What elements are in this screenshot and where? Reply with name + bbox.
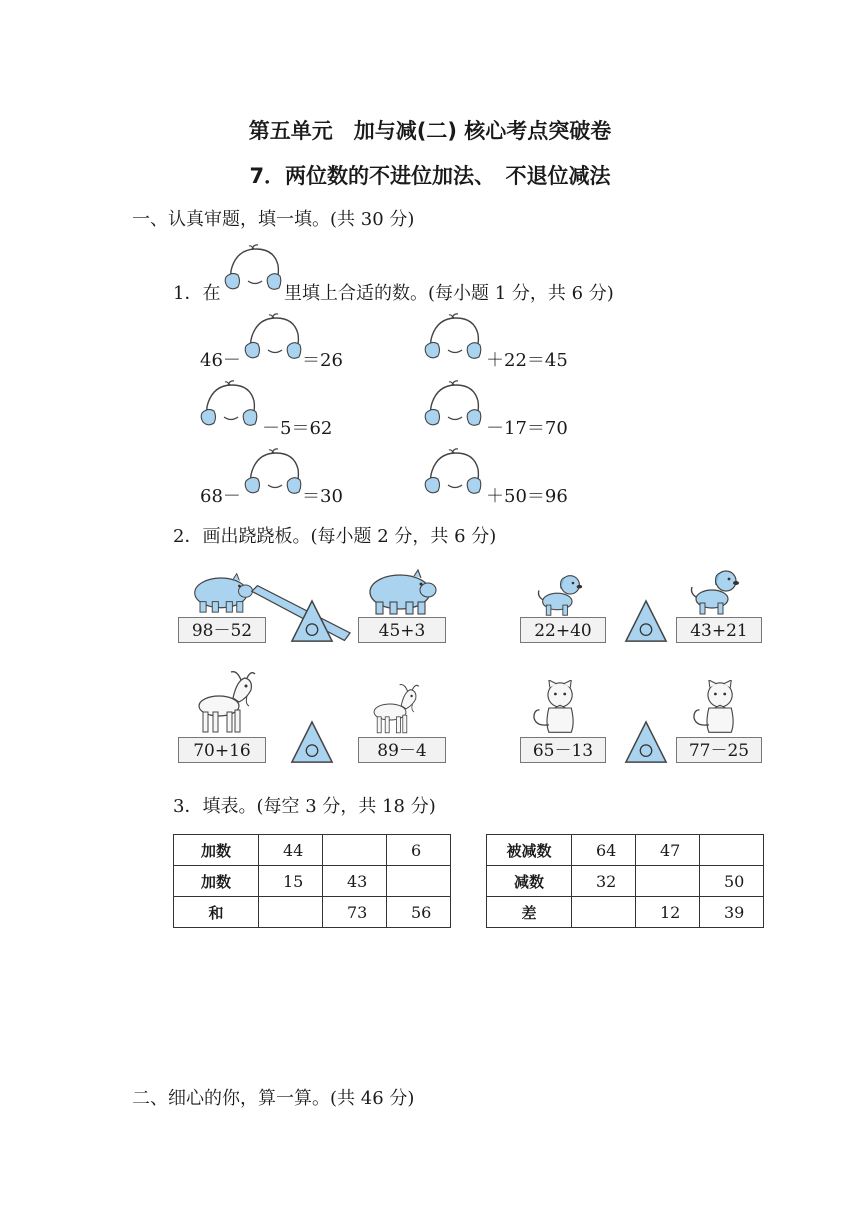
table-cell[interactable]: 47 (636, 835, 700, 866)
expression-box: 89－4 (358, 737, 446, 763)
table-cell[interactable]: 50 (700, 866, 764, 897)
seesaw-triangle-icon[interactable] (290, 720, 334, 764)
answer-blank-2[interactable] (424, 312, 482, 366)
table-cell[interactable] (636, 866, 700, 897)
expression-box: 22+40 (520, 617, 606, 643)
section2-heading: 二、细心的你，算一算。(共 46 分) (132, 1088, 415, 1109)
answer-blank-3[interactable] (200, 379, 258, 433)
table-cell[interactable]: 43 (323, 866, 387, 897)
expression-box: 77－25 (676, 737, 762, 763)
equation-right: ＋22＝45 (486, 350, 568, 371)
cat-icon (528, 680, 594, 736)
table-cell[interactable] (572, 897, 636, 928)
subtraction-table (486, 834, 764, 928)
equation-right: ＝30 (302, 486, 343, 507)
q1-instruction: 里填上合适的数。(每小题 1 分，共 6 分) (284, 283, 614, 304)
baby-blank-icon (224, 243, 282, 297)
addition-table (173, 834, 451, 928)
row-header: 被减数 (487, 835, 572, 866)
expression-box: 98－52 (178, 617, 266, 643)
table-cell[interactable]: 6 (387, 835, 451, 866)
table-row (174, 897, 451, 928)
equation-left: 46－ (200, 350, 241, 371)
equation-right: ＝26 (302, 350, 343, 371)
table-cell[interactable]: 12 (636, 897, 700, 928)
equation-right: －17＝70 (486, 418, 568, 439)
table-row (487, 897, 764, 928)
goat-icon (188, 666, 260, 736)
section1-heading: 一、认真审题，填一填。(共 30 分) (132, 209, 415, 230)
cat-icon (688, 680, 754, 736)
table-cell[interactable]: 64 (572, 835, 636, 866)
dog-icon (532, 572, 590, 618)
goat-icon (366, 680, 422, 736)
row-header: 加数 (174, 866, 259, 897)
row-header: 减数 (487, 866, 572, 897)
equation-left: 68－ (200, 486, 241, 507)
q3-label: 3．填表。(每空 3 分，共 18 分) (173, 796, 436, 817)
dog-icon (686, 566, 746, 618)
q1-prefix: 1．在 (173, 283, 221, 304)
answer-blank-5[interactable] (244, 447, 302, 501)
expression-box: 65－13 (520, 737, 606, 763)
seesaw-triangle-icon[interactable] (624, 720, 668, 764)
table-cell[interactable]: 39 (700, 897, 764, 928)
answer-blank-1[interactable] (244, 312, 302, 366)
equation-right: ＋50＝96 (486, 486, 568, 507)
seesaw-triangle-icon[interactable] (624, 599, 668, 643)
answer-blank-4[interactable] (424, 379, 482, 433)
table-cell[interactable] (387, 866, 451, 897)
pig-icon (358, 566, 442, 616)
table-cell[interactable]: 56 (387, 897, 451, 928)
expression-box: 45+3 (358, 617, 446, 643)
table-row (487, 835, 764, 866)
table-cell[interactable] (323, 835, 387, 866)
row-header: 和 (174, 897, 259, 928)
pig-icon (186, 570, 256, 614)
equation-right: －5＝62 (262, 418, 333, 439)
table-row (174, 866, 451, 897)
table-cell[interactable]: 44 (259, 835, 323, 866)
seesaw-triangle-icon[interactable] (290, 599, 334, 643)
table-row (487, 866, 764, 897)
table-cell[interactable]: 73 (323, 897, 387, 928)
table-cell[interactable] (259, 897, 323, 928)
table-row (174, 835, 451, 866)
expression-box: 70+16 (178, 737, 266, 763)
page-subtitle: 7．两位数的不进位加法、 不退位减法 (249, 164, 611, 188)
q2-label: 2．画出跷跷板。(每小题 2 分，共 6 分) (173, 526, 497, 547)
answer-blank-6[interactable] (424, 447, 482, 501)
page-title: 第五单元 加与减(二) 核心考点突破卷 (248, 119, 612, 143)
table-cell[interactable]: 32 (572, 866, 636, 897)
row-header: 加数 (174, 835, 259, 866)
row-header: 差 (487, 897, 572, 928)
table-cell[interactable]: 15 (259, 866, 323, 897)
expression-box: 43+21 (676, 617, 762, 643)
table-cell[interactable] (700, 835, 764, 866)
